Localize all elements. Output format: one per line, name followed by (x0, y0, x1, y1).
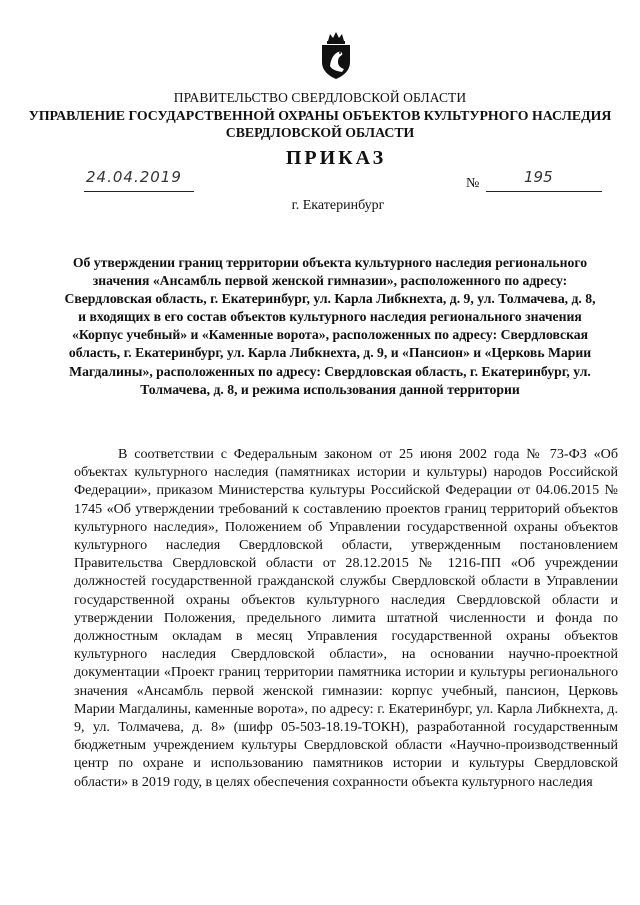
order-number-field (486, 168, 602, 192)
department-line-2: СВЕРДЛОВСКОЙ ОБЛАСТИ (225, 125, 415, 140)
order-title: Об утверждении границ территории объекта культурного наследия регионального значения «Ансамбль первой женской гимназии», расположенного по адресу: Свердловская область, г. Екатеринбург, ул. Карла Либкнехта, д. 9, ул. Толмачева, д. 8, и входящих в его состав объектов культурного наследия регионального значения «Корпус учебный» и «Каменные ворота», расположенных по адресу: Свердловская область, г. Екатеринбург, ул. Карла Либкнехта, д. 9, и «Пансион» и «Церковь Марии Магдалины», расположенных по адресу: Свердловская область, г. Екатеринбург, ул. Толмачева, д. 8, и режима использования данной территории (64, 255, 596, 397)
document-type: ПРИКАЗ (285, 147, 387, 169)
order-date: 24.04.2019 (86, 168, 182, 186)
city: г. Екатеринбург (291, 198, 385, 213)
coat-of-arms-icon (319, 32, 353, 80)
government-name: ПРАВИТЕЛЬСТВО СВЕРДЛОВСКОЙ ОБЛАСТИ (173, 90, 467, 105)
order-number: 195 (524, 168, 553, 186)
department-line-1: УПРАВЛЕНИЕ ГОСУДАРСТВЕННОЙ ОХРАНЫ ОБЪЕКТОВ КУЛЬТУРНОГО НАСЛЕДИЯ (28, 108, 612, 123)
order-number-label: № (466, 176, 480, 191)
order-date-field (84, 168, 194, 192)
department-name (0, 107, 640, 141)
body-paragraph: В соответствии с Федеральным законом от 25 июня 2002 года № 73-ФЗ «Об объектах культурного наследия (памятниках истории и культуры) народов Российской Федерации», приказом Министерства культуры Российской Федерации от 04.06.2015 № 1745 «Об утверждении требований к составлению проектов границ территорий объектов культурного наследия», Положением об Управлении государственной охраны объектов культурного наследия Свердловской области, утвержденным постановлением Правительства Свердловской области от 28.12.2015 № 1216-ПП «Об учреждении должностей государственной гражданской службы Свердловской области в Управлении государственной охраны объектов культурного наследия Свердловской области и утверждении Положения, предельного лимита штатной численности и фонда по должностным окладам в месяц Управления государственной охраны объектов культурного наследия Свердловской области», на основании научно-проектной документации «Проект границ территории памятника истории и культуры регионального значения «Ансамбль первой женской гимназии: корпус учебный, пансион, Церковь Марии Магдалины, каменные ворота», по адресу: г. Екатеринбург, ул. Карла Либкнехта, д. 9, ул. Толмачева, д. 8» (шифр 05-503-18.19-ТОКН), разработанной государственным бюджетным учреждением культуры Свердловской области «Научно-производственный центр по охране и использованию памятников истории и культуры Свердловской области» в 2019 году, в целях обеспечения сохранности объекта культурного наследия (74, 446, 618, 790)
